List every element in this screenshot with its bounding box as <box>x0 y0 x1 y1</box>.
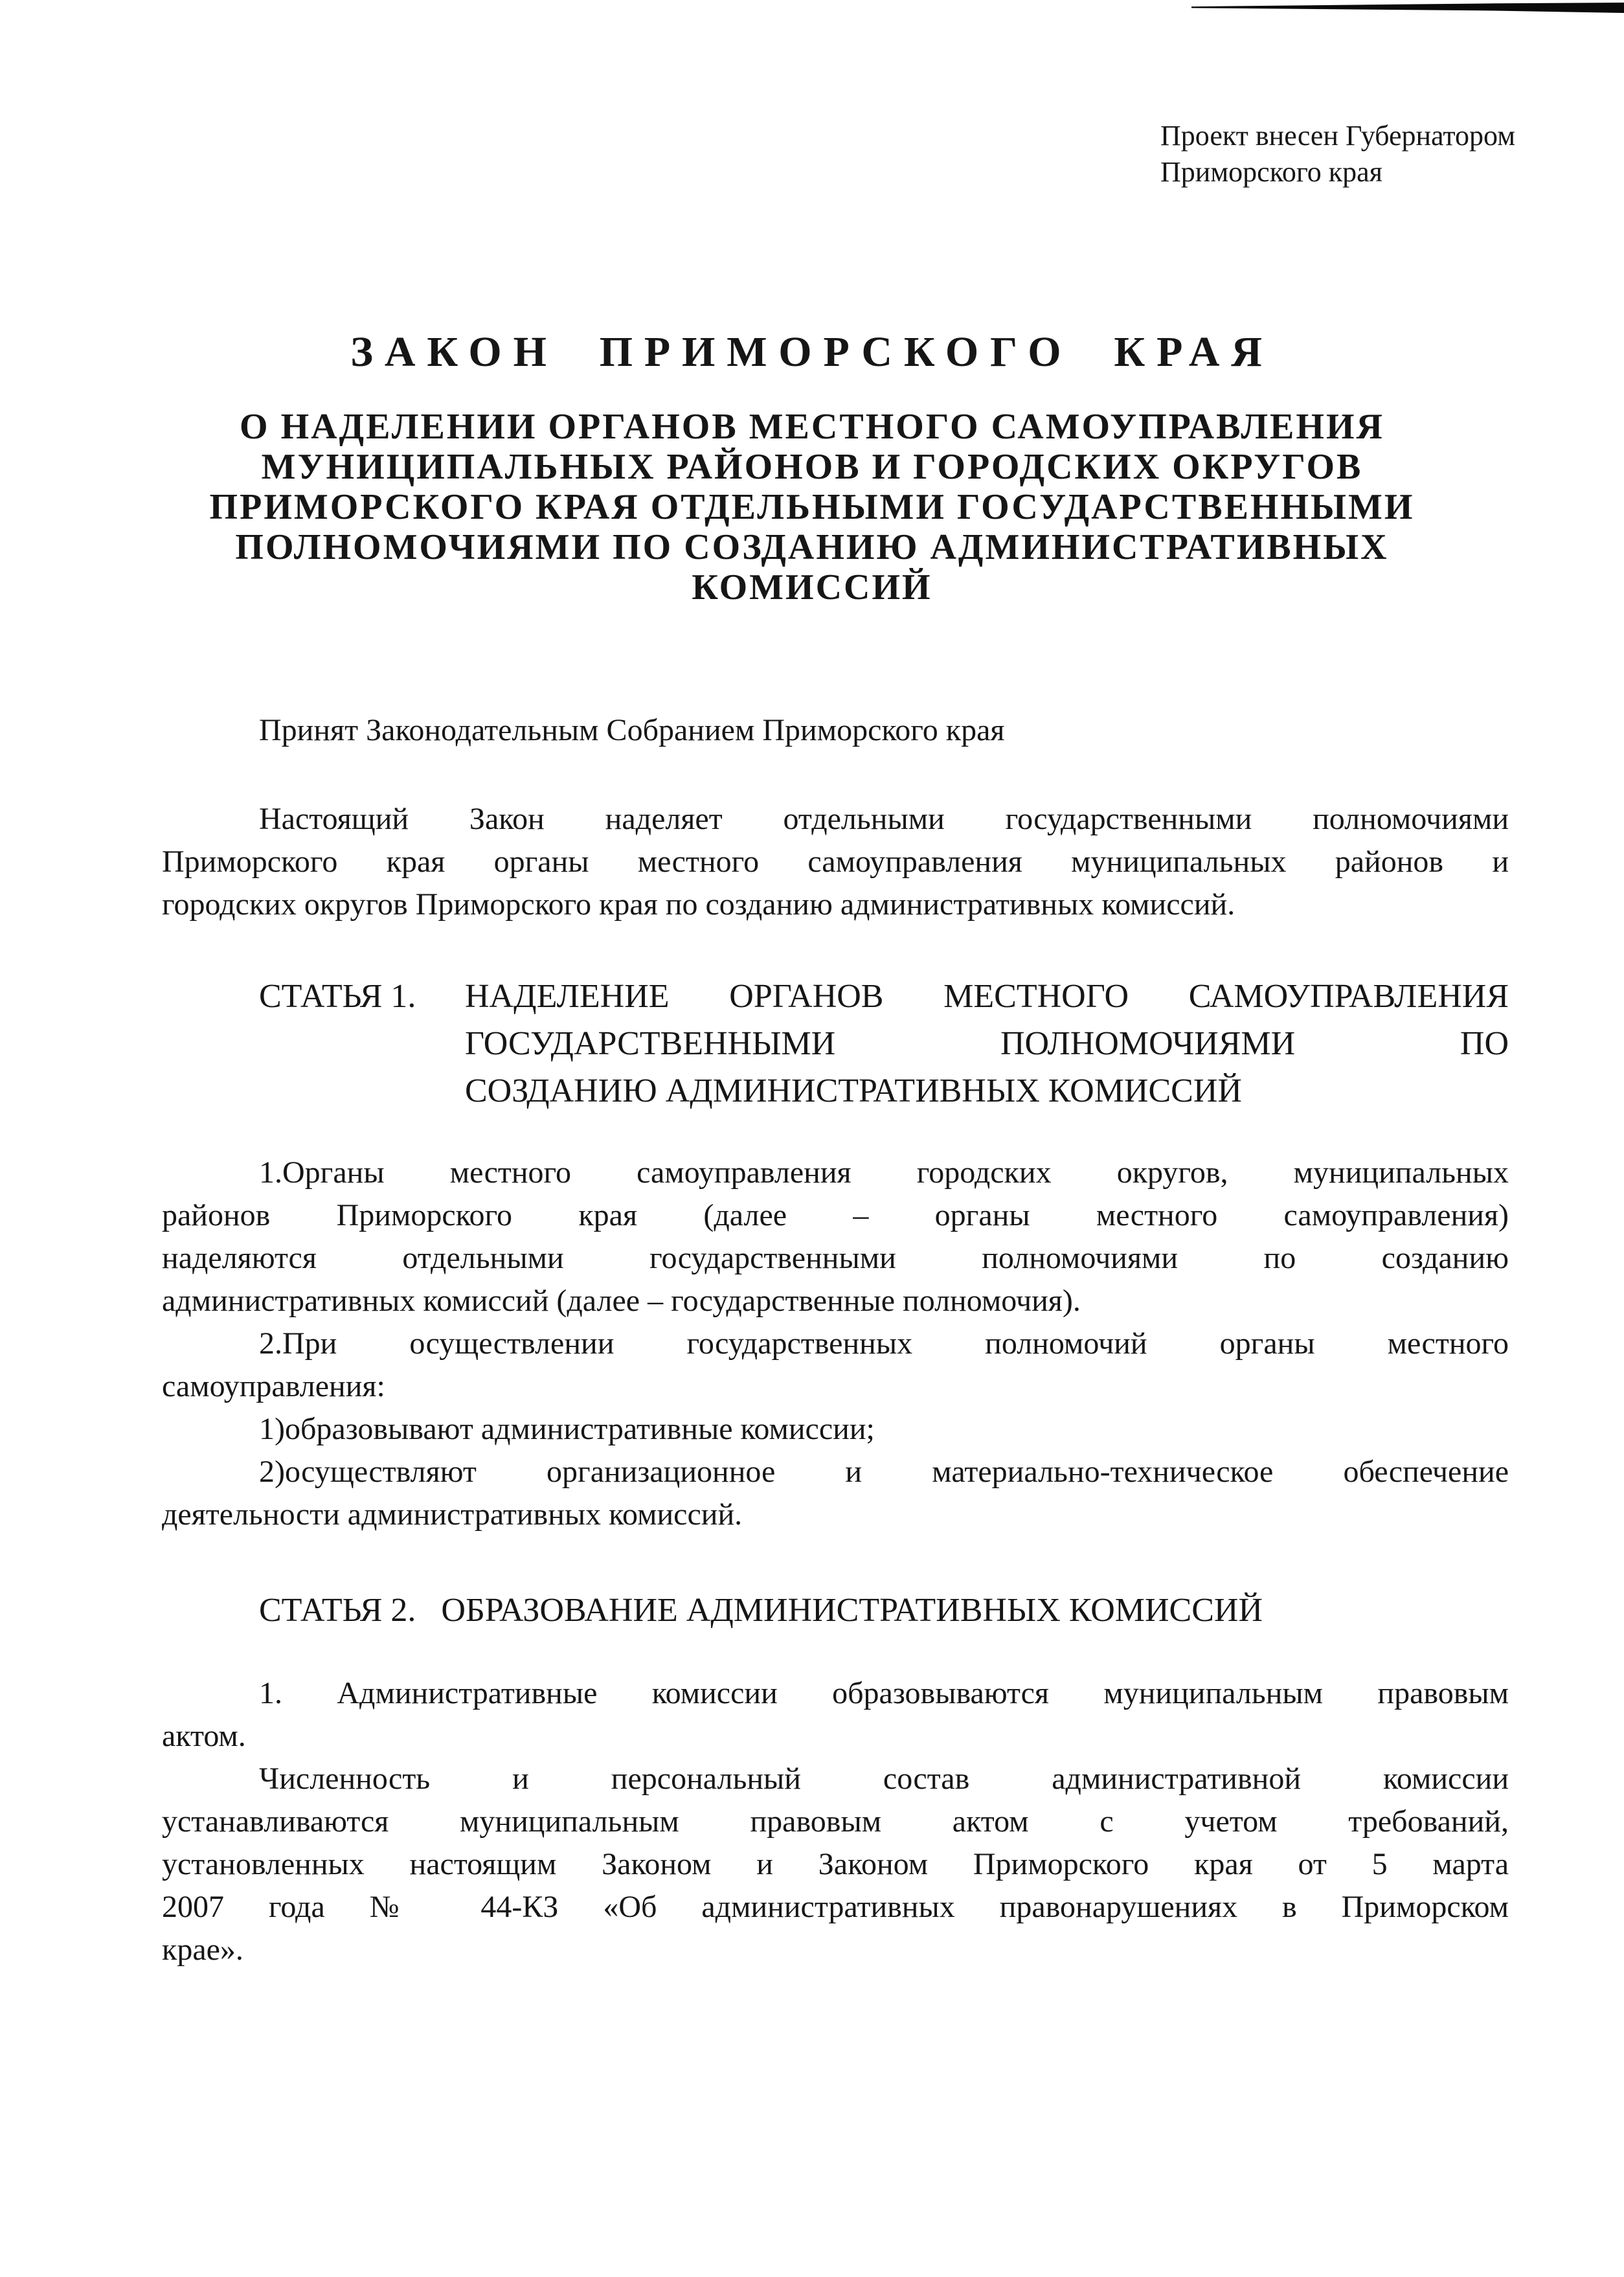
scan-edge-artifact <box>1191 3 1624 13</box>
article-2-paragraph-1 <box>162 1672 1509 1758</box>
text-line: Приморского края <box>1160 156 1382 188</box>
text-line: крае». <box>162 1932 243 1967</box>
article-2-heading <box>259 1587 1509 1634</box>
article-1-paragraph-1 <box>162 1151 1509 1322</box>
intro-paragraph <box>162 798 1509 926</box>
text-line: Численность и персональный состав административной комиссии <box>259 1762 1509 1796</box>
adopted-by-line: Принят Законодательным Собранием Приморского края <box>259 713 1005 747</box>
article-1-item-2 <box>162 1451 1509 1536</box>
article-2-paragraph-2 <box>162 1758 1509 1971</box>
text-line: административных комиссий (далее – государственные полномочия). <box>162 1284 1081 1318</box>
article-2-label: СТАТЬЯ 2. <box>259 1592 416 1629</box>
text-line: ПРИМОРСКОГО КРАЯ ОТДЕЛЬНЫМИ ГОСУДАРСТВЕННЫМИ <box>209 487 1415 527</box>
text-line: 1)образовывают административные комиссии; <box>259 1412 875 1446</box>
text-line: СОЗДАНИЮ АДМИНИСТРАТИВНЫХ КОМИССИЙ <box>465 1072 1242 1109</box>
text-line: устанавливаются муниципальным правовым актом с учетом требований, <box>162 1804 1509 1839</box>
text-line: 2)осуществляют организационное и материально-техническое обеспечение <box>259 1455 1509 1489</box>
article-1-paragraph-2 <box>162 1322 1509 1408</box>
text-line: 1.Органы местного самоуправления городских округов, муниципальных <box>259 1155 1509 1190</box>
text-line: О НАДЕЛЕНИИ ОРГАНОВ МЕСТНОГО САМОУПРАВЛЕНИЯ <box>240 407 1384 447</box>
text-line: районов Приморского края (далее – органы местного самоуправления) <box>162 1198 1509 1232</box>
text-line: ГОСУДАРСТВЕННЫМИ ПОЛНОМОЧИЯМИ ПО <box>465 1025 1509 1062</box>
text-line: 2.При осуществлении государственных полномочий органы местного <box>259 1326 1509 1361</box>
article-2-title: ОБРАЗОВАНИЕ АДМИНИСТРАТИВНЫХ КОМИССИЙ <box>441 1592 1263 1629</box>
text-line: наделяются отдельными государственными полномочиями по созданию <box>162 1241 1509 1275</box>
text-line: актом. <box>162 1719 246 1753</box>
text-line: КОМИССИЙ <box>692 567 932 607</box>
project-submitted-note <box>1160 118 1601 190</box>
text-line: Проект внесен Губернатором <box>1160 120 1516 152</box>
text-line: НАДЕЛЕНИЕ ОРГАНОВ МЕСТНОГО САМОУПРАВЛЕНИЯ <box>465 978 1509 1015</box>
text-line: установленных настоящим Законом и Законом Приморского края от 5 марта <box>162 1847 1509 1881</box>
article-1-title <box>465 973 1509 1115</box>
text-line: 1. Административные комиссии образовываются муниципальным правовым <box>259 1676 1509 1710</box>
text-line: Приморского края органы местного самоуправления муниципальных районов и <box>162 844 1509 879</box>
article-1-heading <box>259 973 1509 1115</box>
text-line: ПОЛНОМОЧИЯМИ ПО СОЗДАНИЮ АДМИНИСТРАТИВНЫХ <box>235 527 1389 567</box>
article-1-body <box>162 1151 1509 1536</box>
text-line: городских округов Приморского края по созданию административных комиссий. <box>162 887 1235 922</box>
text-line: самоуправления: <box>162 1369 385 1403</box>
article-2-title-spacer <box>424 1592 433 1629</box>
article-2-body <box>162 1672 1509 1971</box>
text-line: 2007 года № 44-КЗ «Об административных правонарушениях в Приморском <box>162 1890 1509 1924</box>
law-title: ЗАКОН ПРИМОРСКОГО КРАЯ <box>350 328 1274 376</box>
article-1-item-1 <box>162 1408 1509 1451</box>
article-1-label: СТАТЬЯ 1. <box>259 978 416 1015</box>
text-line: Настоящий Закон наделяет отдельными государственными полномочиями <box>259 802 1509 836</box>
text-line: деятельности административных комиссий. <box>162 1497 743 1532</box>
law-subtitle <box>0 407 1624 607</box>
text-line: МУНИЦИПАЛЬНЫХ РАЙОНОВ И ГОРОДСКИХ ОКРУГОВ <box>261 447 1363 487</box>
